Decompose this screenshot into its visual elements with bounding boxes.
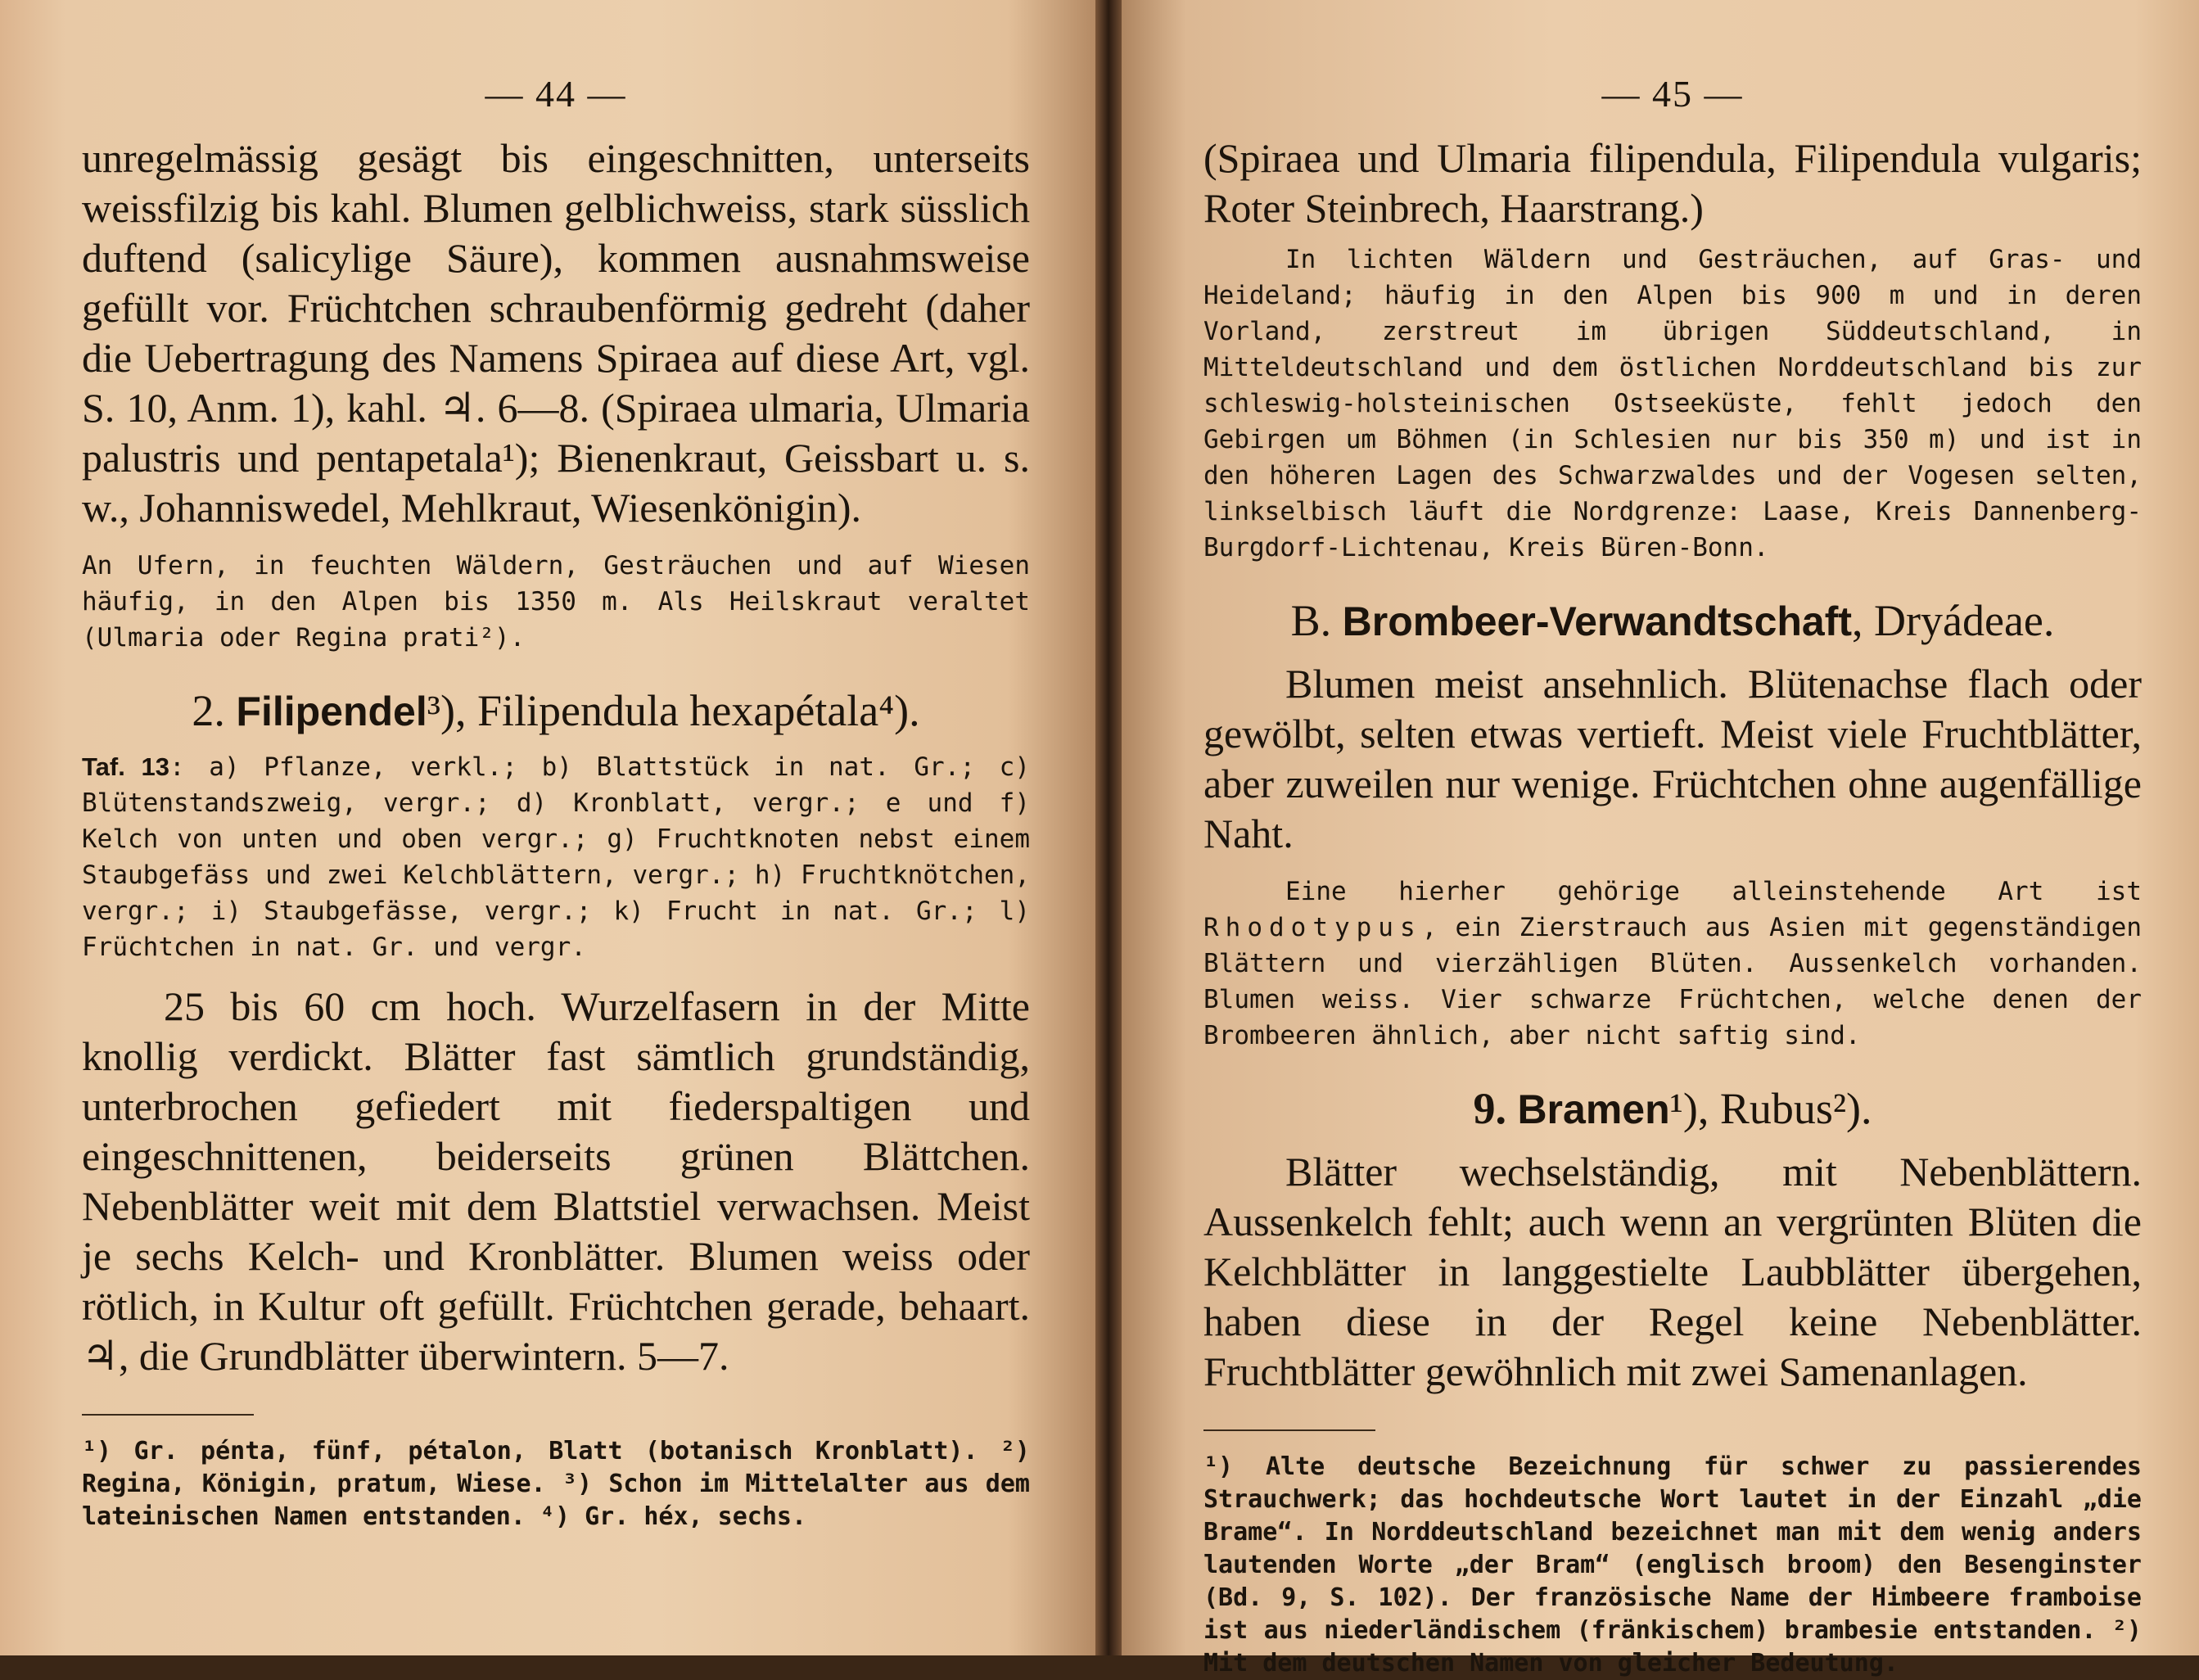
- habitat-note: In lichten Wäldern und Gesträuchen, auf Gras- und Heideland; häufig in den Alpen bis 900 m und in deren Vorland, zerstreut im übrigen Süddeutschland, in Mitteldeutschland und dem östlichen Norddeutschland bis zur schleswig-holsteinischen Ostseeküste, fehlt jedoch den Gebirgen um Böhmen (in Schlesien nur bis 350 m) und ist in den höheren Lagen des Schwarzwaldes und der Vogesen selten, linkselbisch läuft die Nordgrenze: Laase, Kreis Dannenberg-Burgdorf-Lichtenau, Kreis Büren-Bonn.: [1203, 245, 2142, 562]
- plate-caption: [82, 749, 1030, 965]
- footnotes: ¹) Gr. pénta, fünf, pétalon, Blatt (botanisch Kronblatt). ²) Regina, Königin, pratum, Wiese. ³) Schon im Mittelalter aus dem lateinischen Namen entstanden. ⁴) Gr. héx, sechs.: [82, 1437, 1030, 1531]
- note-text: Eine hierher gehörige alleinstehende Art ist: [1285, 877, 2142, 906]
- plate-text: : a) Pflanze, verkl.; b) Blattstück in nat. Gr.; c) Blütenstandszweig, vergr.; d) Kronblatt, vergr.; e und f) Kelch von unten und oben vergr.; g) Fruchtknoten nebst einem Staubgefäss und zwei Kelchblättern, vergr.; h) Fruchtknötchen, vergr.; i) Staubgefässe, vergr.; k) Frucht in nat. Gr.; l) Früchtchen in nat. Gr. und vergr.: [82, 752, 1031, 962]
- heading-name: Bramen: [1517, 1086, 1670, 1132]
- body-paragraph: Blätter wechselständig, mit Nebenblättern. Aussenkelch fehlt; auch wenn an vergrünten Blüten die Kelchblätter in langgestielte Laubblätter übergehen, haben diese in der Regel keine Nebenblätter. Fruchtblätter gewöhnlich mit zwei Samenanlagen.: [1203, 1149, 2142, 1394]
- body-paragraph: 25 bis 60 cm hoch. Wurzelfasern in der Mitte knollig verdickt. Blätter fast sämtlich grundständig, unterbrochen gefiedert mit fiederspaltigen und eingeschnittenen, beiderseits grünen Blättchen. Nebenblätter weit mit dem Blattstiel verwachsen. Meist je sechs Kelch- und Kronblätter. Blumen weiss oder rötlich, in Kultur oft gefüllt. Früchtchen gerade, behaart. ♃, die Grundblätter überwintern. 5—7.: [82, 983, 1030, 1379]
- body-paragraph: (Spiraea und Ulmaria filipendula, Filipendula vulgaris; Roter Steinbrech, Haarstrang.): [1203, 135, 2142, 231]
- page-number: — 44 —: [485, 73, 627, 115]
- right-page: [1122, 0, 2199, 1678]
- footnote-rule: [1203, 1429, 1375, 1431]
- heading-rest: , Dryádeae.: [1852, 596, 2055, 645]
- habitat-note: An Ufern, in feuchten Wäldern, Gesträuchen und auf Wiesen häufig, in den Alpen bis 1350 m. Als Heilskraut veraltet (Ulmaria oder Regina prati²).: [82, 551, 1030, 653]
- page-number: — 45 —: [1601, 73, 1744, 115]
- footnotes: ¹) Alte deutsche Bezeichnung für schwer zu passierendes Strauchwerk; das hochdeutsche Wort lautet in der Einzahl „die Brame“. In Norddeutschland bezeichnet man mit dem wenig anders lautenden Worte „der Bram“ (englisch broom) den Besenginster (Bd. 9, S. 102). Der französische Name der Himbeere framboise ist aus niederländischem (fränkischem) brambesie entstanden. ²) Mit dem deutschen Namen von gleicher Bedeutung.: [1203, 1452, 2142, 1678]
- body-paragraph: Blumen meist ansehnlich. Blütenachse flach oder gewölbt, selten etwas vertieft. Meist viele Fruchtblätter, aber zuweilen nur wenige. Früchtchen ohne augenfällige Naht.: [1203, 661, 2142, 856]
- heading-number: 2.: [192, 686, 225, 735]
- footnote-rule: [82, 1414, 254, 1416]
- book-gutter: [1095, 0, 1122, 1655]
- species-heading: [82, 685, 1030, 736]
- heading-number: 9.: [1473, 1084, 1506, 1133]
- heading-name: Filipendel: [236, 689, 427, 734]
- left-page: [0, 0, 1095, 1655]
- heading-name: Brombeer-Verwandtschaft: [1342, 598, 1853, 644]
- note-text: , ein Zierstrauch aus Asien mit gegenständigen Blättern und vierzähligen Blüten. Aussenkelch vorhanden. Blumen weiss. Vier schwarze Früchtchen, welche denen der Brombeeren ähnlich, aber nicht saftig sind.: [1203, 913, 2142, 1050]
- plate-label: Taf. 13: [82, 752, 169, 781]
- heading-rest: ¹), Rubus²).: [1669, 1084, 1872, 1133]
- species-name: Rhodotypus: [1203, 913, 1422, 942]
- section-heading: [1203, 595, 2142, 646]
- genus-heading: [1203, 1083, 2142, 1134]
- heading-rest: ³), Filipendula hexapétala⁴).: [427, 686, 920, 735]
- heading-letter: B.: [1290, 596, 1332, 645]
- species-note: [1203, 874, 2142, 1054]
- body-paragraph: unregelmässig gesägt bis eingeschnitten, unterseits weissfilzig bis kahl. Blumen gelblichweiss, stark süsslich duftend (salicylige Säure), kommen ausnahmsweise gefüllt vor. Früchtchen schraubenförmig gedreht (daher die Uebertragung des Namens Spiraea auf diese Art, vgl. S. 10, Anm. 1), kahl. ♃. 6—8. (Spiraea ulmaria, Ulmaria palustris und pentapetala¹); Bienenkraut, Geissbart u. s. w., Johanniswedel, Mehlkraut, Wiesenkönigin).: [82, 135, 1030, 531]
